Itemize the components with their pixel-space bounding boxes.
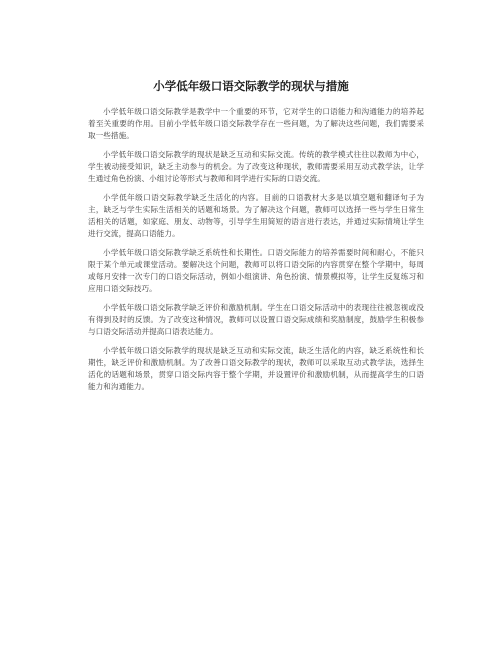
paragraph-5: 小学低年级口语交际教学缺乏评价和激励机制。学生在口语交际活动中的表现往往被忽视或没有得到及时的反馈。为了改变这种情况，教师可以设置口语交际成绩和奖励制度，鼓励学生积极参与口语交际活动并提高口语表达能力。 <box>88 303 424 336</box>
paragraph-4: 小学低年级口语交际教学缺乏系统性和长期性。口语交际能力的培养需要时间和耐心，不能只限于某个单元或课堂活动。要解决这个问题，教师可以将口语交际的内容贯穿在整个学期中，每周或每月安排一次专门的口语交际活动，例如小组演讲、角色扮演、情景模拟等，让学生反复练习和应用口语交际技巧。 <box>88 248 424 293</box>
document-title: 小学低年级口语交际教学的现状与措施 <box>153 79 349 93</box>
document-body <box>88 106 424 400</box>
paragraph-6: 小学低年级口语交际教学的现状是缺乏互动和实际交流，缺乏生活化的内容，缺乏系统性和长期性，缺乏评价和激励机制。为了改善口语交际教学的现状，教师可以采取互动式教学法，选择生活化的话题和场景，贯穿口语交际内容于整个学期，并设置评价和激励机制，从而提高学生的口语能力和沟通能力。 <box>88 346 424 391</box>
paragraph-3: 小学低年级口语交际教学缺乏生活化的内容。目前的口语教材大多是以填空题和翻译句子为主，缺乏与学生实际生活相关的话题和场景。为了解决这个问题，教师可以选择一些与学生日常生活相关的话题，如家庭、朋友、动物等，引导学生用简短的语言进行表达，并通过实际情境让学生进行交流，提高口语能力。 <box>88 193 424 238</box>
paragraph-1: 小学低年级口语交际教学是教学中一个重要的环节，它对学生的口语能力和沟通能力的培养起着至关重要的作用。目前小学低年级口语交际教学存在一些问题，为了解决这些问题，我们需要采取一些措施。 <box>88 107 424 140</box>
paragraph-2: 小学低年级口语交际教学的现状是缺乏互动和实际交流。传统的教学模式往往以教师为中心，学生被动接受知识，缺乏主动参与的机会。为了改变这种现状，教师需要采用互动式教学法，让学生通过角色扮演、小组讨论等形式与教师和同学进行实际的口语交流。 <box>88 150 424 183</box>
